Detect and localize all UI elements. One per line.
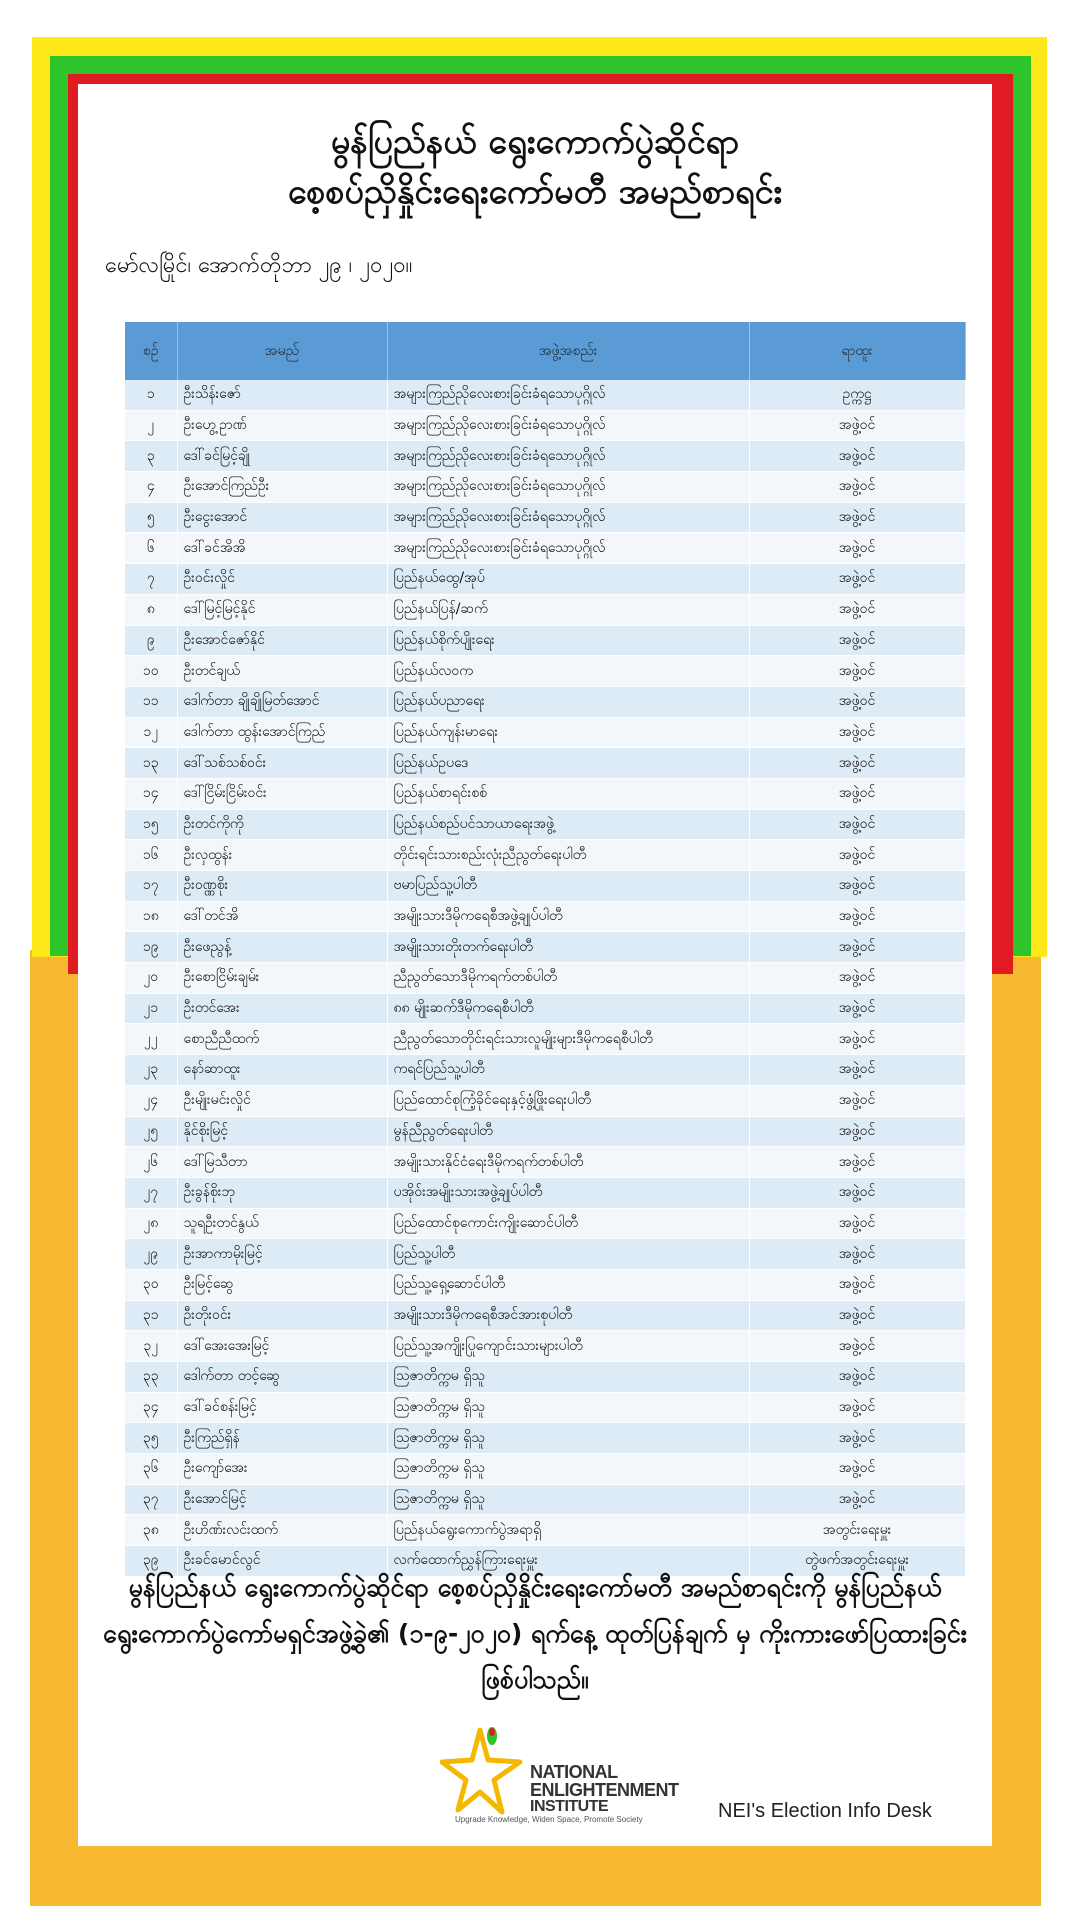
cell-position: အတွင်းရေးမှူး (749, 1515, 965, 1546)
cell-position: အဖွဲ့ဝင် (749, 963, 965, 994)
cell-position: ဥက္ကဋ္ဌ (749, 380, 965, 410)
cell-organization: အများကြည်ညိုလေးစားခြင်းခံရသောပုဂ္ဂိုလ် (387, 441, 749, 472)
cell-no: ၂၃ (125, 1055, 177, 1086)
cell-name: ဒေါက်တာ တင့်ဆွေ (177, 1362, 387, 1393)
cell-no: ၆ (125, 533, 177, 564)
cell-name: ဦးအာကာမိုးမြင့် (177, 1239, 387, 1270)
cell-name: ဦးလှထွန်း (177, 840, 387, 871)
cell-no: ၃၃ (125, 1362, 177, 1393)
cell-name: ဦးဟွေ့ဥာဏ် (177, 410, 387, 441)
cell-name: ဦးမြင့်ဆွေ (177, 1269, 387, 1300)
cell-name: ဦးတင်ချယ် (177, 656, 387, 687)
cell-no: ၂၄ (125, 1085, 177, 1116)
table-row (125, 932, 965, 963)
cell-organization: သြဇာတိက္ကမ ရှိသူ (387, 1362, 749, 1393)
cell-organization: ပြည်နယ်စာရင်းစစ် (387, 778, 749, 809)
cell-name: ဒေါ်မြင့်မြင့်နိုင် (177, 594, 387, 625)
cell-position: အဖွဲ့ဝင် (749, 1331, 965, 1362)
cell-name: ဦးဝင်းလှိုင် (177, 564, 387, 595)
table-row (125, 594, 965, 625)
table-row (125, 1392, 965, 1423)
cell-position: အဖွဲ့ဝင် (749, 564, 965, 595)
table-header-row (125, 322, 965, 380)
cell-organization: သြဇာတိက္ကမ ရှိသူ (387, 1423, 749, 1454)
cell-position: အဖွဲ့ဝင် (749, 993, 965, 1024)
cell-name: နော်ဆာထူး (177, 1055, 387, 1086)
cell-no: ၃၄ (125, 1392, 177, 1423)
table-row (125, 625, 965, 656)
cell-name: ဒေါ်အေးအေးမြင့် (177, 1331, 387, 1362)
table-row (125, 410, 965, 441)
cell-no: ၂၂ (125, 1024, 177, 1055)
cell-position: အဖွဲ့ဝင် (749, 901, 965, 932)
cell-name: ဒေါက်တာ ထွန်းအောင်ကြည် (177, 717, 387, 748)
header-name: အမည် (177, 322, 387, 380)
cell-no: ၁၄ (125, 778, 177, 809)
cell-name: ဒေါက်တာ ချိုချိုမြတ်အောင် (177, 686, 387, 717)
cell-no: ၁၉ (125, 932, 177, 963)
cell-organization: အများကြည်ညိုလေးစားခြင်းခံရသောပုဂ္ဂိုလ် (387, 380, 749, 410)
cell-position: အဖွဲ့ဝင် (749, 1177, 965, 1208)
table-row (125, 564, 965, 595)
cell-position: အဖွဲ့ဝင် (749, 594, 965, 625)
cell-no: ၉ (125, 625, 177, 656)
cell-no: ၁၆ (125, 840, 177, 871)
cell-position: အဖွဲ့ဝင် (749, 410, 965, 441)
table-row (125, 901, 965, 932)
cell-position: အဖွဲ့ဝင် (749, 1116, 965, 1147)
cell-no: ၁၈ (125, 901, 177, 932)
logo-line-1: NATIONAL (530, 1762, 618, 1782)
cell-organization: အများကြည်ညိုလေးစားခြင်းခံရသောပုဂ္ဂိုလ် (387, 533, 749, 564)
cell-no: ၂၀ (125, 963, 177, 994)
logo-line-2: ENLIGHTENMENT (530, 1780, 679, 1800)
cell-position: အဖွဲ့ဝင် (749, 871, 965, 902)
cell-no: ၈ (125, 594, 177, 625)
cell-organization: လက်ထောက်ညွှန်ကြားရေးမှူး (387, 1546, 749, 1577)
cell-organization: ပြည်နယ်ဥပဒေ (387, 748, 749, 779)
cell-no: ၁၃ (125, 748, 177, 779)
cell-position: အဖွဲ့ဝင် (749, 1147, 965, 1178)
cell-position: အဖွဲ့ဝင် (749, 1269, 965, 1300)
table-body (125, 380, 965, 1576)
cell-position: အဖွဲ့ဝင် (749, 502, 965, 533)
table-row (125, 1116, 965, 1147)
cell-position: အဖွဲ့ဝင် (749, 1454, 965, 1485)
dateline: မော်လမြိုင်၊ အောက်တိုဘာ ၂၉ ၊ ၂၀၂၀။ (105, 253, 413, 278)
cell-name: ဦးတင်ကိုကို (177, 809, 387, 840)
cell-position: အဖွဲ့ဝင် (749, 625, 965, 656)
cell-no: ၂၆ (125, 1147, 177, 1178)
cell-organization: သြဇာတိက္ကမ ရှိသူ (387, 1484, 749, 1515)
cell-position: အဖွဲ့ဝင် (749, 1484, 965, 1515)
cell-no: ၂၈ (125, 1208, 177, 1239)
table-row (125, 778, 965, 809)
table-row (125, 748, 965, 779)
cell-name: ဦးအောင်ဇော်နိုင် (177, 625, 387, 656)
cell-name: ဦးအောင်ကြည်ဦး (177, 472, 387, 503)
cell-no: ၃၅ (125, 1423, 177, 1454)
cell-organization: ပအိုဝ်းအမျိုးသားအဖွဲ့ချုပ်ပါတီ (387, 1177, 749, 1208)
cell-position: တွဲဖက်အတွင်းရေးမှူး (749, 1546, 965, 1577)
footnote: မွန်ပြည်နယ် ရွေးကောက်ပွဲဆိုင်ရာ စေ့စပ်ညှိနှိုင်းရေးကော်မတီ အမည်စာရင်းကို မွန်ပြည်နယ် ရွေးကောက်ပွဲကော်မရှင်အဖွဲ့ခွဲ၏ (၁-၉-၂၀၂၀) ရက်နေ့ ထုတ်ပြန်ချက် မှ ကိုးကားဖော်ပြထားခြင်း ဖြစ်ပါသည်။ (103, 1573, 967, 1694)
cell-position: အဖွဲ့ဝင် (749, 472, 965, 503)
cell-name: ဦးခွန်စိုးဘု (177, 1177, 387, 1208)
table-row (125, 686, 965, 717)
cell-name: ဒေါ်သစ်သစ်ဝင်း (177, 748, 387, 779)
header-position: ရာထူး (749, 322, 965, 380)
table-row (125, 1085, 965, 1116)
committee-table (125, 322, 966, 1577)
cell-organization: သြဇာတိက္ကမ ရှိသူ (387, 1454, 749, 1485)
cell-organization: အမျိုးသားနိုင်ငံရေးဒီမိုကရက်တစ်ပါတီ (387, 1147, 749, 1178)
cell-position: အဖွဲ့ဝင် (749, 932, 965, 963)
cell-no: ၂၇ (125, 1177, 177, 1208)
cell-name: ဒေါ်ငြိမ်းငြိမ်းဝင်း (177, 778, 387, 809)
cell-organization: အမျိုးသားတိုးတက်ရေးပါတီ (387, 932, 749, 963)
header-organization: အဖွဲ့အစည်း (387, 322, 749, 380)
cell-organization: သြဇာတိက္ကမ ရှိသူ (387, 1392, 749, 1423)
logo-tagline: Upgrade Knowledge, Widen Space, Promote Society (455, 1815, 643, 1824)
cell-position: အဖွဲ့ဝင် (749, 809, 965, 840)
table-row (125, 1300, 965, 1331)
cell-organization: ပြည်နယ်စိုက်ပျိုးရေး (387, 625, 749, 656)
nei-logo (440, 1722, 679, 1822)
cell-no: ၄ (125, 472, 177, 503)
cell-position: အဖွဲ့ဝင် (749, 533, 965, 564)
table-row (125, 1484, 965, 1515)
cell-organization: ပြည်ထောင်စုကောင်းကျိုးဆောင်ပါတီ (387, 1208, 749, 1239)
cell-no: ၃၉ (125, 1546, 177, 1577)
info-desk-label: NEI's Election Info Desk (718, 1800, 932, 1822)
cell-name: ဒေါ်တင်အိ (177, 901, 387, 932)
cell-no: ၃၈ (125, 1515, 177, 1546)
cell-organization: အမျိုးသားဒီမိုကရေစီအင်အားစုပါတီ (387, 1300, 749, 1331)
star-logo-icon (440, 1722, 530, 1822)
cell-position: အဖွဲ့ဝင် (749, 1239, 965, 1270)
cell-name: ဦးဖေညွန့် (177, 932, 387, 963)
cell-position: အဖွဲ့ဝင် (749, 656, 965, 687)
cell-position: အဖွဲ့ဝင် (749, 840, 965, 871)
cell-no: ၅ (125, 502, 177, 533)
cell-organization: အများကြည်ညိုလေးစားခြင်းခံရသောပုဂ္ဂိုလ် (387, 410, 749, 441)
table-row (125, 1362, 965, 1393)
cell-position: အဖွဲ့ဝင် (749, 778, 965, 809)
cell-no: ၃၂ (125, 1331, 177, 1362)
cell-name: ဦးကြည်ရှိန် (177, 1423, 387, 1454)
cell-organization: အမျိုးသားဒီမိုကရေစီအဖွဲ့ချုပ်ပါတီ (387, 901, 749, 932)
cell-position: အဖွဲ့ဝင် (749, 717, 965, 748)
cell-position: အဖွဲ့ဝင် (749, 1423, 965, 1454)
cell-name: ဦးအောင်မြင့် (177, 1484, 387, 1515)
table-row (125, 1147, 965, 1178)
cell-no: ၁ (125, 380, 177, 410)
title-line-1: မွန်ပြည်နယ် ရွေးကောက်ပွဲဆိုင်ရာ (330, 122, 740, 162)
cell-organization: ပြည်နယ်ပညာရေး (387, 686, 749, 717)
cell-no: ၁၁ (125, 686, 177, 717)
cell-name: သူရဦးတင်နွယ် (177, 1208, 387, 1239)
table-row (125, 472, 965, 503)
cell-name: ဒေါ်ခင်စန်းမြင့် (177, 1392, 387, 1423)
cell-name: ဦးသိန်းဇော် (177, 380, 387, 410)
cell-no: ၃၀ (125, 1269, 177, 1300)
table-row (125, 1239, 965, 1270)
cell-no: ၂၁ (125, 993, 177, 1024)
table-row (125, 502, 965, 533)
table-row (125, 717, 965, 748)
cell-no: ၇ (125, 564, 177, 595)
table-row (125, 533, 965, 564)
logo-line-3: INSTITUTE (530, 1798, 609, 1815)
cell-organization: မွန်ညီညွတ်ရေးပါတီ (387, 1116, 749, 1147)
table-row (125, 809, 965, 840)
cell-name: ဦးဝဏ္ဏစိုး (177, 871, 387, 902)
table-row (125, 871, 965, 902)
table-row (125, 1208, 965, 1239)
cell-name: ဦးတင်အေး (177, 993, 387, 1024)
cell-organization: ညီညွတ်သောတိုင်းရင်းသားလူမျိုးများဒီမိုကရေစီပါတီ (387, 1024, 749, 1055)
table-row (125, 441, 965, 472)
cell-no: ၂၅ (125, 1116, 177, 1147)
cell-position: အဖွဲ့ဝင် (749, 1208, 965, 1239)
cell-no: ၃ (125, 441, 177, 472)
table-row (125, 1055, 965, 1086)
cell-no: ၂ (125, 410, 177, 441)
table-row (125, 1024, 965, 1055)
cell-no: ၃၆ (125, 1454, 177, 1485)
cell-organization: ပြည်နယ်ထွေ/အုပ် (387, 564, 749, 595)
cell-name: ဒေါ်ခင်အိအိ (177, 533, 387, 564)
cell-name: ဒေါ်ခင်မြင့်ချို (177, 441, 387, 472)
cell-organization: ပြည်နယ်ပြန်/ဆက် (387, 594, 749, 625)
cell-name: ဦးတိုးဝင်း (177, 1300, 387, 1331)
cell-name: နိုင်စိုးမြင့် (177, 1116, 387, 1147)
cell-organization: ပြည်နယ်လဝက (387, 656, 749, 687)
cell-organization: အများကြည်ညိုလေးစားခြင်းခံရသောပုဂ္ဂိုလ် (387, 502, 749, 533)
table-row (125, 1423, 965, 1454)
cell-name: ဦးကျော်အေး (177, 1454, 387, 1485)
cell-organization: အများကြည်ညိုလေးစားခြင်းခံရသောပုဂ္ဂိုလ် (387, 472, 749, 503)
cell-name: ဦးခင်မောင်လွင် (177, 1546, 387, 1577)
cell-position: အဖွဲ့ဝင် (749, 748, 965, 779)
cell-position: အဖွဲ့ဝင် (749, 1024, 965, 1055)
cell-position: အဖွဲ့ဝင် (749, 1362, 965, 1393)
table-row (125, 1177, 965, 1208)
cell-name: စောညီညီထက် (177, 1024, 387, 1055)
cell-organization: ဗမာပြည်သူ့ပါတီ (387, 871, 749, 902)
cell-organization: ပြည်နယ်ရွေးကောက်ပွဲအရာရှိ (387, 1515, 749, 1546)
cell-organization: ပြည်နယ်ကျန်းမာရေး (387, 717, 749, 748)
title-line-2: စေ့စပ်ညှိနှိုင်းရေးကော်မတီ အမည်စာရင်း (287, 172, 783, 212)
cell-organization: တိုင်းရင်းသားစည်းလုံးညီညွတ်ရေးပါတီ (387, 840, 749, 871)
table-row (125, 840, 965, 871)
cell-position: အဖွဲ့ဝင် (749, 1392, 965, 1423)
table-row (125, 1269, 965, 1300)
cell-no: ၃၁ (125, 1300, 177, 1331)
cell-name: ဦးမျိုးမင်းလှိုင် (177, 1085, 387, 1116)
cell-position: အဖွဲ့ဝင် (749, 441, 965, 472)
cell-no: ၂၉ (125, 1239, 177, 1270)
cell-organization: ပြည်ထောင်စုကြံ့ခိုင်ရေးနှင့်ဖွံ့ဖြိုးရေးပါတီ (387, 1085, 749, 1116)
cell-organization: ပြည်သူ့ရှေ့ဆောင်ပါတီ (387, 1269, 749, 1300)
cell-no: ၃၇ (125, 1484, 177, 1515)
table-row (125, 380, 965, 410)
cell-position: အဖွဲ့ဝင် (749, 1300, 965, 1331)
cell-name: ဒေါ်မြသီတာ (177, 1147, 387, 1178)
cell-organization: ပြည်နယ်စည်ပင်သာယာရေးအဖွဲ့ (387, 809, 749, 840)
header-no: စဉ် (125, 322, 177, 380)
cell-organization: ညီညွတ်သောဒီမိုကရက်တစ်ပါတီ (387, 963, 749, 994)
table-row (125, 963, 965, 994)
cell-organization: ပြည်သူ့ပါတီ (387, 1239, 749, 1270)
table-row (125, 656, 965, 687)
cell-no: ၁၅ (125, 809, 177, 840)
cell-name: ဦးဟိဏ်းလင်းထက် (177, 1515, 387, 1546)
cell-position: အဖွဲ့ဝင် (749, 1055, 965, 1086)
cell-organization: ပြည်သူ့အကျိုးပြုကျောင်းသားများပါတီ (387, 1331, 749, 1362)
cell-organization: ကရင်ပြည်သူ့ပါတီ (387, 1055, 749, 1086)
cell-no: ၁၇ (125, 871, 177, 902)
cell-position: အဖွဲ့ဝင် (749, 686, 965, 717)
table-row (125, 1331, 965, 1362)
cell-position: အဖွဲ့ဝင် (749, 1085, 965, 1116)
cell-name: ဦးစောငြိမ်းချမ်း (177, 963, 387, 994)
table-row (125, 993, 965, 1024)
cell-no: ၁၂ (125, 717, 177, 748)
table-row (125, 1515, 965, 1546)
cell-organization: ၈၈ မျိုးဆက်ဒီမိုကရေစီပါတီ (387, 993, 749, 1024)
cell-name: ဦးငွေးအောင် (177, 502, 387, 533)
cell-no: ၁၀ (125, 656, 177, 687)
table-row (125, 1454, 965, 1485)
